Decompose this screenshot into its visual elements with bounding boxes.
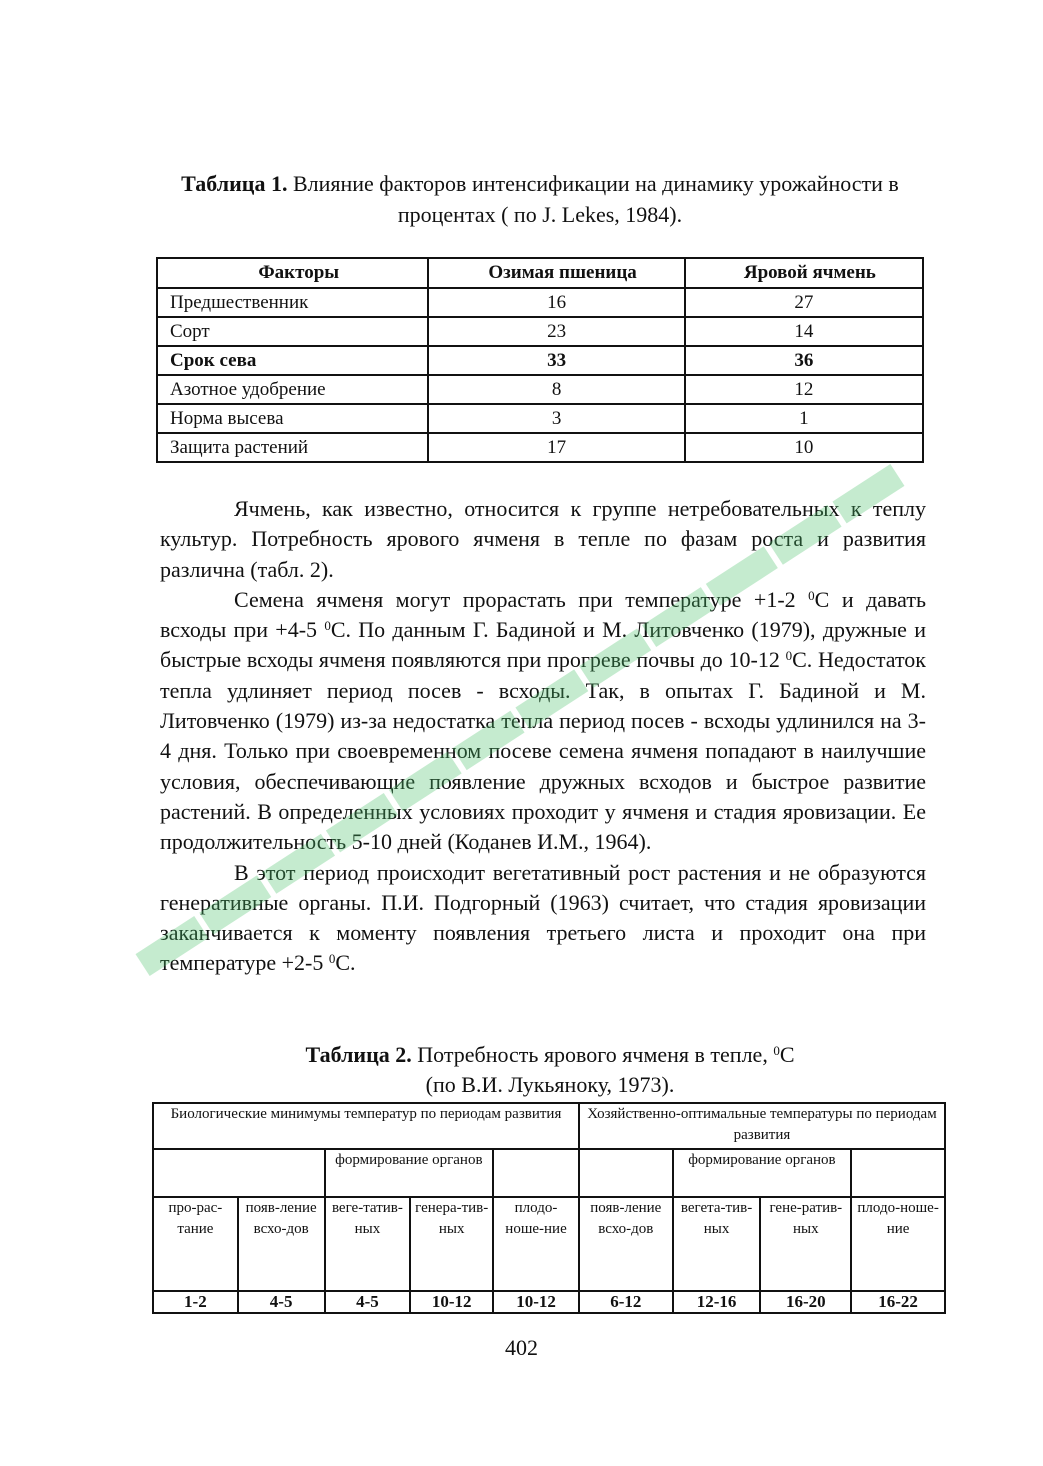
table-row: [157, 433, 923, 462]
wheat-cell: 3: [428, 404, 684, 433]
table2: [152, 1102, 946, 1314]
paragraph-1: Ячмень, как известно, относится к группе нетребовательных к теплу культур. Потребность ярового ячменя в тепле по фазам роста и развития различна (табл. 2).: [160, 496, 926, 582]
table2-value: 10-12: [410, 1291, 493, 1313]
table-row: [157, 288, 923, 317]
table2-value: 1-2: [153, 1291, 238, 1313]
body-text: [160, 494, 926, 979]
table1-caption-label: Таблица 1.: [181, 171, 288, 196]
table2-col: вегета-тив-ных: [673, 1197, 761, 1291]
barley-cell: 27: [685, 288, 923, 317]
barley-cell: 10: [685, 433, 923, 462]
wheat-cell: 33: [428, 346, 684, 375]
table2-col: плодо-ноше-ние: [851, 1197, 945, 1291]
table2-col: веге-татив-ных: [325, 1197, 411, 1291]
barley-cell: 1: [685, 404, 923, 433]
table2-col: про-рас-тание: [153, 1197, 238, 1291]
factor-cell: Сорт: [157, 317, 428, 346]
table2-group-minimums: Биологические минимумы температур по периодам развития: [153, 1103, 579, 1149]
wheat-cell: 8: [428, 375, 684, 404]
table2-group-optimal: Хозяйственно-оптимальные температуры по периодам развития: [579, 1103, 945, 1149]
table-row: [157, 375, 923, 404]
table2-caption: Таблица 2. Потребность ярового ячменя в тепле, $^0$С (по В.И. Лукьяноку, 1973).: [150, 1040, 950, 1100]
table1-caption-text: Влияние факторов интенсификации на динамику урожайности в процентах ( по J. Lekes, 1984).: [287, 171, 899, 227]
table-row: [157, 404, 923, 433]
table2-value: 16-20: [760, 1291, 851, 1313]
table2-sub-organs-1: формирование органов: [325, 1149, 494, 1197]
wheat-cell: 23: [428, 317, 684, 346]
factor-cell: Срок сева: [157, 346, 428, 375]
table1-header-factors: Факторы: [157, 258, 428, 288]
barley-cell: 36: [685, 346, 923, 375]
factor-cell: Норма высева: [157, 404, 428, 433]
table2-col: появ-ление всхо-дов: [238, 1197, 325, 1291]
paragraph-2: Семена ячменя могут прорастать при температуре +1-2 $^0$С и давать всходы при +4-5 $^0$С. По данным Г. Бадиной и М. Литовченко (1979), дружные и быстрые всходы ячменя появляются при прогреве почвы до 10-12 $^0$С. Недостаток тепла удлиняет период посев - всходы. Так, в опытах Г. Бадиной и М. Литовченко (1979) из-за недостатка тепла период посев - всходы удлинился на 3-4 дня. Только при своевременном посеве семена ячменя попадают в наилучшие условия, обеспечивающие появление дружных всходов и быстрое развитие растений. В определенных условиях проходит у ячменя и стадия яровизации. Ее продолжительность 5-10 дней (Коданев И.М., 1964).: [160, 586, 926, 855]
wheat-cell: 17: [428, 433, 684, 462]
table2-col: гене-ратив-ных: [760, 1197, 851, 1291]
table1-caption: [150, 168, 930, 230]
table2-group-row: [153, 1103, 945, 1149]
table2-value: 16-22: [851, 1291, 945, 1313]
page-number: 402: [505, 1335, 538, 1360]
table1-header-barley: Яровой ячмень: [685, 258, 923, 288]
table2-sub-organs-2: формирование органов: [673, 1149, 852, 1197]
table2-value: 6-12: [579, 1291, 673, 1313]
table-row: [157, 346, 923, 375]
table2-value: 12-16: [673, 1291, 761, 1313]
factor-cell: Защита растений: [157, 433, 428, 462]
table2-col: плодо-ноше-ние: [493, 1197, 579, 1291]
barley-cell: 14: [685, 317, 923, 346]
table2-value: 4-5: [238, 1291, 325, 1313]
wheat-cell: 16: [428, 288, 684, 317]
factor-cell: Предшественник: [157, 288, 428, 317]
table2-col: генера-тив-ных: [410, 1197, 493, 1291]
table1: [156, 257, 924, 463]
table2-value: 4-5: [325, 1291, 411, 1313]
table2-sub-row: [153, 1149, 945, 1197]
paragraph-3: В этот период происходит вегетативный рост растения и не образуются генеративные органы. П.И. Подгорный (1963) считает, что стадия яровизации заканчивается к моменту появления третьего листа и проходит она при температуре +2-5 $^0$С.: [160, 859, 926, 976]
barley-cell: 12: [685, 375, 923, 404]
table2-values-row: [153, 1291, 945, 1313]
factor-cell: Азотное удобрение: [157, 375, 428, 404]
table2-caption-source: (по В.И. Лукьяноку, 1973).: [425, 1072, 675, 1097]
table2-caption-label: Таблица 2.: [305, 1042, 412, 1067]
table2-value: 10-12: [493, 1291, 579, 1313]
table2-col: появ-ление всхо-дов: [579, 1197, 673, 1291]
table1-header-row: [157, 258, 923, 288]
table1-header-wheat: Озимая пшеница: [428, 258, 684, 288]
table2-col-row: [153, 1197, 945, 1291]
table-row: [157, 317, 923, 346]
